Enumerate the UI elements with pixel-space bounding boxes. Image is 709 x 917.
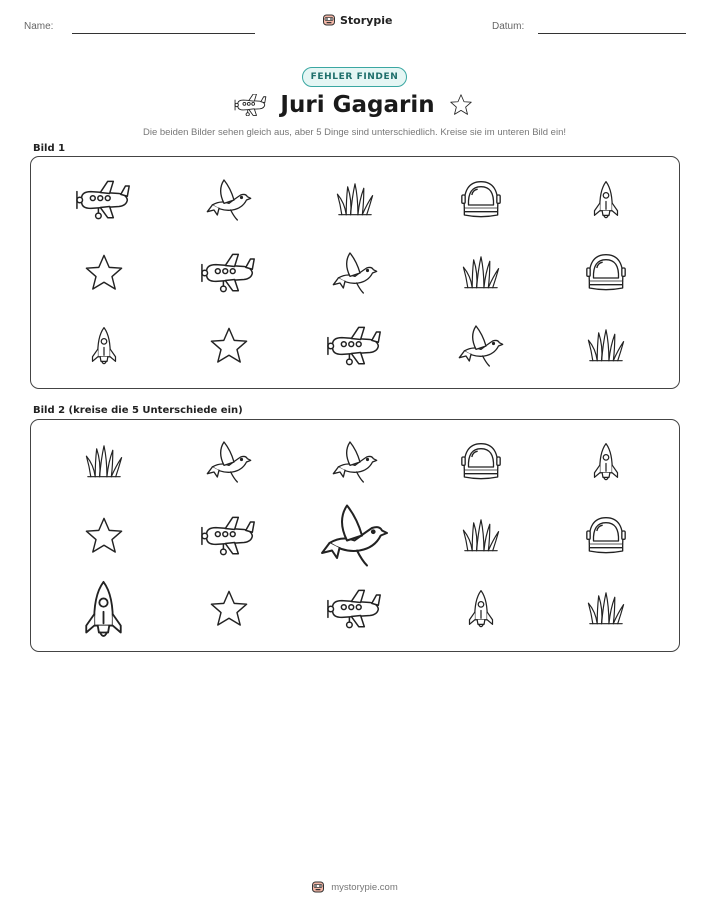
grid-cell[interactable] [292,573,418,645]
plane-icon [201,245,257,301]
rocket-icon [69,575,138,644]
grid-cell [418,163,544,236]
star-icon [205,322,253,370]
grid-cell [543,163,669,236]
grid-cell[interactable] [292,498,418,573]
instructions-text: Die beiden Bilder sehen gleich aus, aber 5 Dinge sind unterschiedlich. Kreise sie im unteren Bild ein! [143,127,566,138]
bird-icon [330,437,380,487]
helmet-icon [581,511,631,561]
grid-cell[interactable] [167,426,293,498]
grid-cell[interactable] [418,426,544,498]
name-input-line[interactable] [72,33,255,34]
grid-cell[interactable] [292,426,418,498]
grid-cell [167,163,293,236]
grass-icon [459,514,503,558]
title-row [0,91,709,119]
rocket-icon [81,323,127,369]
grid-cell[interactable] [418,498,544,573]
grid-cell [41,309,167,382]
picture2-panel [30,419,680,652]
bird-icon [330,248,380,298]
grid-cell [292,236,418,309]
name-label: Name: [24,21,54,32]
storypie-mascot-icon [322,13,336,27]
star-icon [80,249,128,297]
grid-cell[interactable] [41,498,167,573]
grid-cell[interactable] [167,498,293,573]
footer [0,880,709,894]
grass-icon [333,178,377,222]
plane-icon [76,172,132,228]
bird-icon [204,437,254,487]
rocket-icon [583,177,629,223]
grid-cell [41,236,167,309]
plane-icon [234,94,268,116]
bird-icon [317,498,392,573]
grid-cell[interactable] [543,426,669,498]
grid-cell [292,163,418,236]
grid-cell [292,309,418,382]
helmet-icon [456,175,506,225]
plane-icon [201,508,257,564]
grid-cell [41,163,167,236]
star-icon [80,512,128,560]
bird-icon [456,321,506,371]
storypie-mascot-icon [311,880,325,894]
grid-cell[interactable] [418,573,544,645]
grass-icon [584,587,628,631]
bird-icon [204,175,254,225]
grid-cell[interactable] [41,426,167,498]
date-label: Datum: [492,21,525,32]
footer-url: mystorypie.com [331,881,398,893]
grass-icon [82,440,126,484]
date-input-line[interactable] [538,33,686,34]
grid-cell [167,309,293,382]
helmet-icon [456,437,506,487]
picture1-label: Bild 1 [33,143,66,154]
grid-cell [543,309,669,382]
grid-cell [167,236,293,309]
grid-cell[interactable] [543,573,669,645]
grid-cell [418,309,544,382]
brand-name: Storypie [340,13,393,27]
rocket-icon [583,439,629,485]
grid-cell[interactable] [167,573,293,645]
picture1-grid [31,157,679,388]
star-icon [205,585,253,633]
grass-icon [584,324,628,368]
picture1-panel [30,156,680,389]
star-icon [447,91,475,119]
helmet-icon [581,248,631,298]
page-title: Juri Gagarin [280,92,435,118]
plane-icon [327,318,383,374]
brand-logo [322,13,392,27]
badge-spot-the-difference: FEHLER FINDEN [302,67,407,87]
grid-cell [418,236,544,309]
grid-cell[interactable] [543,498,669,573]
grid-cell[interactable] [41,573,167,645]
picture2-label: Bild 2 (kreise die 5 Unterschiede ein) [33,405,243,416]
picture2-grid[interactable] [31,420,679,651]
plane-icon [327,581,383,637]
grid-cell [543,236,669,309]
grass-icon [459,251,503,295]
rocket-icon [458,586,504,632]
